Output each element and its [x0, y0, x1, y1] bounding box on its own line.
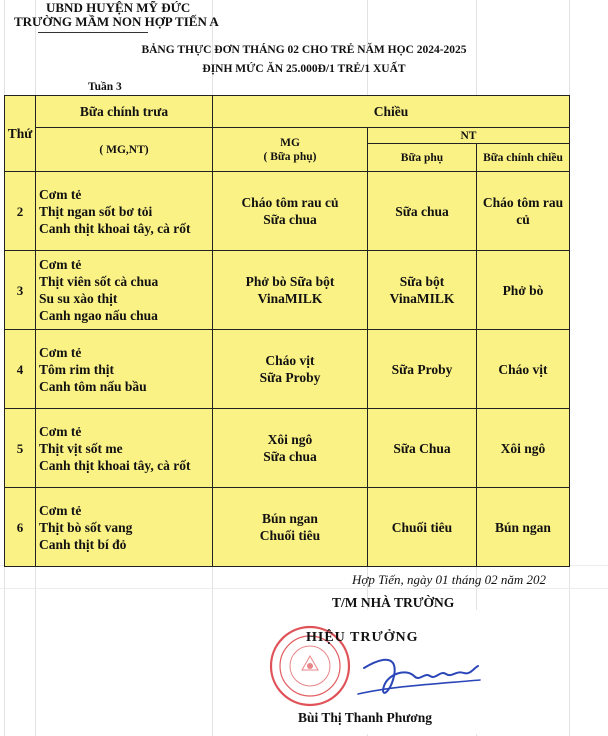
table-row — [5, 488, 570, 567]
lunch-cell-line: Cơm tẻ — [39, 186, 82, 202]
header-mg — [213, 128, 368, 172]
header-lunch-groups: ( MG,NT) — [36, 128, 213, 172]
header-mg-label: MG — [280, 136, 300, 149]
nt-snack-cell — [368, 251, 477, 330]
mg-cell — [213, 251, 368, 330]
mg-cell-line: Cháo tôm rau củ — [241, 195, 339, 210]
week-label: Tuần 3 — [88, 81, 122, 93]
mg-cell — [213, 488, 368, 567]
lunch-cell-line: Cơm tẻ — [39, 423, 82, 439]
nt-main-cell-line: Phở bò — [502, 282, 544, 298]
signer-name: Bùi Thị Thanh Phương — [298, 710, 433, 725]
header-nt-main: Bữa chính chiều — [477, 144, 570, 172]
lunch-cell-line: Cơm tẻ — [39, 502, 82, 518]
board-label: T/M NHÀ TRƯỜNG — [332, 595, 455, 610]
menu-title: BẢNG THỰC ĐƠN THÁNG 02 CHO TRẺ NĂM HỌC 2024-2025 — [141, 44, 467, 56]
table-row — [5, 330, 570, 409]
district-name: UBND HUYỆN MỸ ĐỨC — [46, 0, 191, 15]
lunch-cell — [36, 251, 213, 330]
nt-snack-cell-line: Sữa Proby — [391, 361, 453, 377]
lunch-cell-line: Canh thịt khoai tây, cà rốt — [39, 220, 191, 236]
lunch-cell-line: Su su xào thịt — [39, 291, 118, 306]
header-nt-snack: Bữa phụ — [368, 144, 477, 172]
place-date: Hợp Tiến, ngày 01 tháng 02 năm 202 — [352, 572, 546, 587]
lunch-cell-line: Thịt bò sốt vang — [39, 519, 133, 535]
nt-snack-cell — [368, 172, 477, 251]
nt-snack-cell — [368, 409, 477, 488]
header-lunch: Bữa chính trưa — [36, 96, 213, 128]
nt-main-cell — [477, 172, 570, 251]
principal-title: HIỆU TRƯỞNG — [306, 630, 419, 645]
school-underline — [38, 32, 148, 33]
mg-cell-line: VinaMILK — [257, 291, 323, 306]
table-row — [5, 251, 570, 330]
mg-cell — [213, 409, 368, 488]
nt-snack-cell — [368, 488, 477, 567]
mg-cell — [213, 330, 368, 409]
day-cell: 3 — [5, 251, 36, 330]
nt-snack-cell — [368, 330, 477, 409]
lunch-cell-line: Canh ngao nấu chua — [39, 308, 158, 323]
header-mg-sub: ( Bữa phụ) — [263, 150, 317, 163]
lunch-cell-line: Thịt vịt sốt me — [39, 440, 123, 456]
lunch-cell-line: Tôm rim thịt — [39, 361, 114, 377]
lunch-cell-line: Canh thịt khoai tây, cà rốt — [39, 457, 191, 473]
school-name: TRƯỜNG MẦM NON HỢP TIẾN A — [14, 14, 219, 29]
mg-cell-line: Sữa chua — [263, 449, 317, 464]
day-cell: 4 — [5, 330, 36, 409]
lunch-cell-line: Thịt ngan sốt bơ tỏi — [39, 203, 153, 219]
mg-cell-line: Chuối tiêu — [259, 528, 321, 543]
nt-main-cell — [477, 330, 570, 409]
lunch-cell-line: Cơm tẻ — [39, 257, 82, 272]
table-row — [5, 409, 570, 488]
nt-snack-cell-line: Sữa Chua — [393, 440, 451, 456]
table-row — [5, 172, 570, 251]
handwritten-signature — [354, 646, 484, 704]
header-afternoon: Chiều — [213, 96, 570, 128]
lunch-cell-line: Cơm tẻ — [39, 344, 82, 360]
day-cell: 2 — [5, 172, 36, 251]
nt-snack-cell-line: Sữa chua — [395, 203, 449, 219]
mg-cell-line: Sữa chua — [263, 212, 317, 227]
header-nt: NT — [368, 128, 570, 144]
mg-cell-line: Bún ngan — [262, 511, 318, 526]
mg-cell-line: Phở bò Sữa bột — [245, 274, 335, 289]
signature-area — [254, 610, 528, 734]
lunch-cell-line: Canh tôm nấu bầu — [39, 378, 147, 394]
header-day: Thứ — [5, 96, 36, 172]
nt-main-cell-line: Bún ngan — [495, 519, 551, 535]
lunch-cell — [36, 172, 213, 251]
meal-norm: ĐỊNH MỨC ĂN 25.000Đ/1 TRẺ/1 XUẤT — [202, 63, 406, 75]
nt-main-cell — [477, 409, 570, 488]
nt-main-cell-line: Cháo vịt — [498, 361, 548, 377]
mg-cell-line: Xôi ngô — [267, 432, 313, 447]
nt-main-cell — [477, 251, 570, 330]
nt-main-cell-line: củ — [516, 212, 530, 227]
nt-main-cell-line: Cháo tôm rau — [482, 195, 564, 210]
mg-cell — [213, 172, 368, 251]
nt-snack-cell-line: Chuối tiêu — [391, 519, 453, 535]
nt-main-cell-line: Xôi ngô — [500, 440, 546, 456]
mg-cell-line: Cháo vịt — [265, 353, 315, 368]
lunch-cell-line: Thịt viên sốt cà chua — [39, 274, 159, 289]
mg-cell-line: Sữa Proby — [259, 370, 321, 385]
day-cell: 5 — [5, 409, 36, 488]
day-cell: 6 — [5, 488, 36, 567]
menu-table — [4, 95, 570, 567]
lunch-cell — [36, 488, 213, 567]
lunch-cell-line: Canh thịt bí đỏ — [39, 536, 127, 552]
nt-main-cell — [477, 488, 570, 567]
lunch-cell — [36, 330, 213, 409]
nt-snack-cell-line: VinaMILK — [389, 291, 455, 306]
lunch-cell — [36, 409, 213, 488]
nt-snack-cell-line: Sữa bột — [399, 274, 445, 289]
